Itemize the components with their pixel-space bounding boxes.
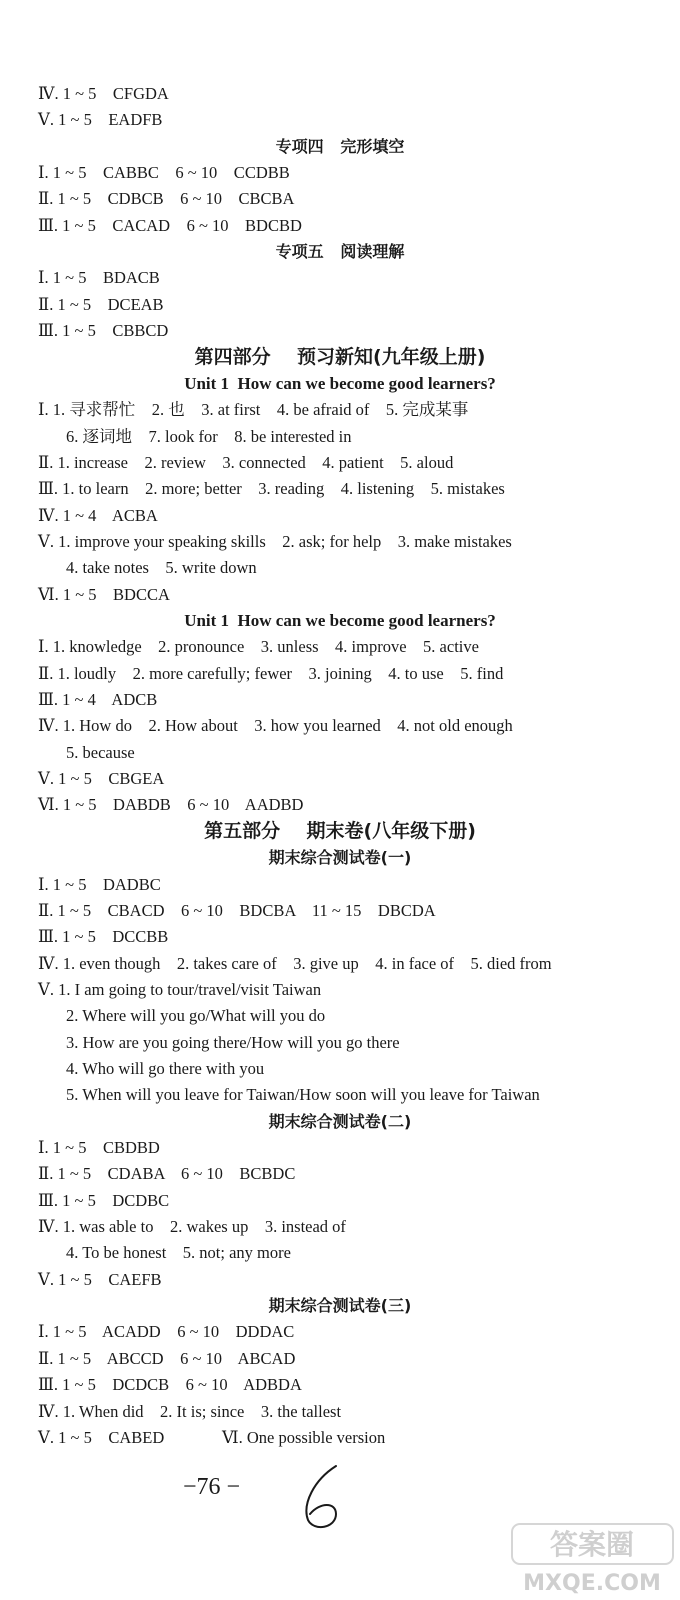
section-heading	[0, 1292, 680, 1319]
section-heading	[0, 1108, 680, 1135]
answer-line	[0, 897, 680, 924]
answer-line	[0, 923, 680, 950]
line-text: Ⅴ. 1. improve your speaking skills 2. ask; for help 3. make mistakes	[38, 531, 512, 551]
section-heading	[0, 844, 680, 871]
line-text: Ⅱ. 1. increase 2. review 3. connected 4. patient 5. aloud	[38, 452, 454, 472]
unit-heading	[0, 370, 680, 397]
answer-line	[0, 950, 680, 977]
line-text: 2. Where will you go/What will you do	[66, 1006, 326, 1026]
answer-line	[0, 106, 680, 133]
line-text: Ⅱ. 1 ~ 5 DCEAB	[38, 294, 164, 314]
answer-line	[0, 976, 680, 1003]
line-text: Ⅰ. 1. knowledge 2. pronounce 3. unless 4. improve 5. active	[38, 637, 479, 657]
line-text: Ⅰ. 1 ~ 5 CBDBD	[38, 1138, 160, 1157]
section-heading	[0, 238, 680, 265]
line-text: Ⅲ. 1 ~ 5 DCDCB 6 ~ 10 ADBDA	[38, 1375, 302, 1395]
line-text: 期末综合测试卷(三)	[268, 1296, 412, 1316]
answer-line	[0, 212, 680, 239]
line-text: Unit 1 How can we become good learners?	[184, 373, 496, 393]
answer-line	[0, 791, 680, 818]
answer-line	[0, 317, 680, 344]
answer-line	[0, 159, 680, 186]
line-text: Ⅲ. 1 ~ 5 CBBCD	[38, 321, 169, 341]
line-text: Ⅰ. 1 ~ 5 DADBC	[38, 874, 161, 894]
line-text: Ⅴ. 1 ~ 5 CABED Ⅵ. One possible version	[38, 1427, 386, 1447]
line-text: Ⅱ. 1 ~ 5 CDABA 6 ~ 10 BCBDC	[38, 1164, 296, 1184]
answer-line	[0, 712, 680, 739]
line-text: Ⅰ. 1 ~ 5 ACADD 6 ~ 10 DDDAC	[38, 1322, 295, 1342]
answer-line	[0, 633, 680, 660]
answer-line	[0, 686, 680, 713]
line-text: 专项四 完形填空	[275, 136, 405, 156]
part-heading	[0, 344, 680, 371]
line-text: Ⅲ. 1 ~ 4 ADCB	[38, 690, 158, 710]
watermark-title: 答案圈	[549, 1528, 635, 1561]
line-text: Ⅴ. 1 ~ 5 EADFB	[38, 110, 163, 130]
line-text: Ⅲ. 1 ~ 5 DCCBB	[38, 927, 169, 947]
answer-line	[0, 80, 680, 107]
line-text: 4. Who will go there with you	[66, 1058, 265, 1078]
line-text: Ⅵ. 1 ~ 5 DABDB 6 ~ 10 AADBD	[38, 795, 304, 815]
line-text: Ⅱ. 1 ~ 5 ABCCD 6 ~ 10 ABCAD	[38, 1348, 296, 1368]
line-text: 3. How are you going there/How will you go there	[66, 1032, 400, 1052]
line-text: Ⅳ. 1. When did 2. It is; since 3. the tallest	[38, 1401, 342, 1421]
line-text: Ⅰ. 1. 寻求帮忙 2. 也 3. at first 4. be afraid of 5. 完成某事	[38, 400, 469, 420]
answer-continuation	[0, 1081, 680, 1108]
line-text: Ⅰ. 1 ~ 5 CABBC 6 ~ 10 CCDBB	[38, 163, 290, 183]
answer-continuation	[0, 1002, 680, 1029]
answer-line	[0, 660, 680, 687]
answer-line	[0, 765, 680, 792]
answer-line	[0, 449, 680, 476]
line-text: 第四部分 预习新知(九年级上册)	[194, 345, 486, 368]
answer-line	[0, 581, 680, 608]
answer-line	[0, 1371, 680, 1398]
handwritten-mark	[296, 1462, 356, 1532]
answer-line	[0, 185, 680, 212]
line-text: Ⅲ. 1 ~ 5 CACAD 6 ~ 10 BDCBD	[38, 215, 302, 235]
answer-line	[0, 291, 680, 318]
line-text: Unit 1 How can we become good learners?	[184, 611, 496, 630]
answer-line	[0, 396, 680, 423]
watermark-url: MXQE.COM	[523, 1571, 661, 1596]
answer-line	[0, 871, 680, 898]
page-number: −76 −	[183, 1474, 241, 1500]
answer-continuation	[0, 554, 680, 581]
line-text: 期末综合测试卷(二)	[268, 1111, 412, 1131]
part-heading	[0, 818, 680, 845]
line-text: Ⅳ. 1. was able to 2. wakes up 3. instead of	[38, 1217, 346, 1237]
answer-continuation	[0, 1239, 680, 1266]
line-text: Ⅲ. 1 ~ 5 DCDBC	[38, 1190, 170, 1210]
answer-line	[0, 1345, 680, 1372]
line-text: Ⅱ. 1 ~ 5 CDBCB 6 ~ 10 CBCBA	[38, 189, 295, 209]
line-text: Ⅴ. 1 ~ 5 CAEFB	[38, 1269, 162, 1289]
line-text: 第五部分 期末卷(八年级下册)	[204, 819, 476, 842]
line-text: 4. To be honest 5. not; any more	[66, 1243, 291, 1263]
line-text: Ⅳ. 1. even though 2. takes care of 3. give up 4. in face of 5. died from	[38, 953, 552, 973]
answer-line	[0, 1213, 680, 1240]
answer-continuation	[0, 1055, 680, 1082]
answer-line	[0, 1318, 680, 1345]
line-text: Ⅲ. 1. to learn 2. more; better 3. reading 4. listening 5. mistakes	[38, 479, 505, 499]
line-text: Ⅰ. 1 ~ 5 BDACB	[38, 268, 160, 288]
watermark-logo	[510, 1522, 675, 1598]
line-text: Ⅱ. 1. loudly 2. more carefully; fewer 3. joining 4. to use 5. find	[38, 663, 504, 683]
line-text: Ⅴ. 1 ~ 5 CBGEA	[38, 769, 165, 789]
line-text: Ⅳ. 1 ~ 5 CFGDA	[38, 84, 169, 103]
answer-line	[0, 264, 680, 291]
line-text: 5. because	[66, 742, 135, 762]
line-text: 6. 逐词地 7. look for 8. be interested in	[66, 426, 352, 446]
answer-line	[0, 528, 680, 555]
answer-line	[0, 1398, 680, 1425]
answer-line	[0, 1266, 680, 1293]
answer-line	[0, 502, 680, 529]
line-text: Ⅳ. 1 ~ 4 ACBA	[38, 505, 158, 525]
answer-line	[0, 1160, 680, 1187]
line-text: Ⅴ. 1. I am going to tour/travel/visit Taiwan	[38, 979, 322, 999]
line-text: Ⅱ. 1 ~ 5 CBACD 6 ~ 10 BDCBA 11 ~ 15 DBCDA	[38, 900, 436, 920]
line-text: Ⅳ. 1. How do 2. How about 3. how you learned 4. not old enough	[38, 716, 513, 736]
line-text: 5. When will you leave for Taiwan/How soon will you leave for Taiwan	[66, 1085, 540, 1105]
line-text: 4. take notes 5. write down	[66, 558, 257, 578]
answer-continuation	[0, 1029, 680, 1056]
unit-heading	[0, 607, 680, 634]
answer-line	[0, 1134, 680, 1161]
line-text: 期末综合测试卷(一)	[268, 848, 412, 868]
line-text: 专项五 阅读理解	[275, 242, 405, 262]
answer-line	[0, 475, 680, 502]
answer-line	[0, 1187, 680, 1214]
answer-continuation	[0, 739, 680, 766]
answer-line	[0, 1424, 680, 1451]
line-text: Ⅵ. 1 ~ 5 BDCCA	[38, 584, 170, 604]
answer-continuation	[0, 423, 680, 450]
section-heading	[0, 133, 680, 160]
